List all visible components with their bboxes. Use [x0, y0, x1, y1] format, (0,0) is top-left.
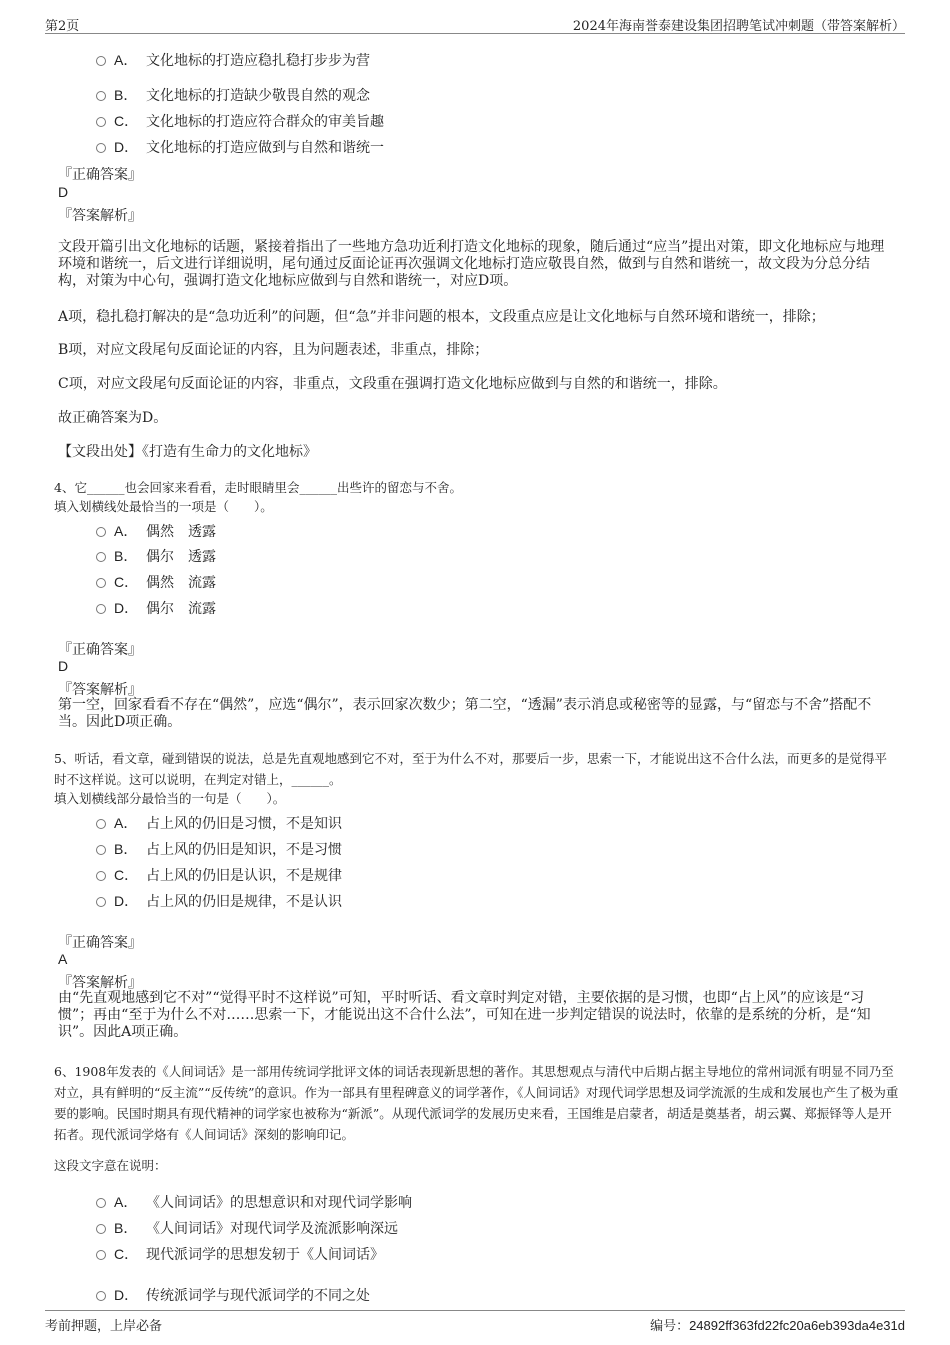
- radio-icon[interactable]: [96, 871, 106, 881]
- q4-option-a[interactable]: A． 偶然 透露: [96, 521, 216, 541]
- q4-stem-prompt: 填入划横线处最恰当的一项是（ ）。: [54, 499, 273, 514]
- q3-option-a[interactable]: A． 文化地标的打造应稳扎稳打步步为营: [96, 50, 370, 70]
- document-serial: 编号：24892ff363fd22fc20a6eb393da4e31d: [650, 1318, 905, 1333]
- q4-option-d[interactable]: D． 偶尔 流露: [96, 598, 216, 618]
- q5-stem: 5、听话，看文章，碰到错误的说法，总是先直观地感到它不对，至于为什么不对，那要后一步，思索一下，才能说出这不合什么法，而更多的是觉得平时不这样说。这可以说明，在判定对错上，______。: [54, 751, 887, 787]
- radio-icon[interactable]: [96, 1250, 106, 1260]
- q5-option-d[interactable]: D． 占上风的仍旧是规律，不是认识: [96, 891, 342, 911]
- q3-analysis-p4: C项，对应文段尾句反面论证的内容，非重点，文段重在强调打造文化地标应做到与自然的和谐统一，排除。: [58, 376, 727, 392]
- footer-slogan: 考前押题，上岸必备: [45, 1319, 163, 1334]
- radio-icon[interactable]: [96, 578, 106, 588]
- q4-stem: 4、它______也会回家来看看，走时眼睛里会______出些许的留恋与不舍。: [54, 480, 462, 495]
- q6-option-b[interactable]: B． 《人间词话》对现代词学及流派影响深远: [96, 1218, 398, 1238]
- q3-option-b[interactable]: B． 文化地标的打造缺少敬畏自然的观念: [96, 85, 370, 105]
- q5-answer: A: [58, 951, 68, 967]
- radio-icon[interactable]: [96, 117, 106, 127]
- radio-icon[interactable]: [96, 845, 106, 855]
- document-title: 2024年海南誉泰建设集团招聘笔试冲刺题（带答案解析）: [572, 19, 905, 34]
- radio-icon[interactable]: [96, 1198, 106, 1208]
- q6-stem: 6、1908年发表的《人间词话》是一部用传统词学批评文体的词话表现新思想的著作。其思想观点与清代中后期占据主导地位的常州词派有明显不同乃至对立，具有鲜明的“反主流”“反传统”的意识。作为一部具有里程碑意义的词学著作，《人间词话》对现代词学思想及词学流派的生成和发展也产生了极为重要的影响。民国时期具有现代精神的词学家也被称为“新派”。从现代派词学的发展历史来看，王国维是启蒙者，胡适是奠基者，胡云翼、郑振铎等人是开拓者。现代派词学烙有《人间词话》深刻的影响印记。: [54, 1064, 899, 1142]
- page-header: [45, 13, 905, 34]
- q3-option-c[interactable]: C． 文化地标的打造应符合群众的审美旨趣: [96, 111, 384, 131]
- radio-icon[interactable]: [96, 143, 106, 153]
- q4-analysis-label: 『答案解析』: [58, 682, 142, 698]
- q4-answer-label: 『正确答案』: [58, 642, 142, 658]
- q6-option-d[interactable]: D． 传统派词学与现代派词学的不同之处: [96, 1285, 370, 1305]
- q3-answer-label: 『正确答案』: [58, 167, 142, 183]
- q6-option-a[interactable]: A． 《人间词话》的思想意识和对现代词学影响: [96, 1192, 412, 1212]
- radio-icon[interactable]: [96, 91, 106, 101]
- q6-option-c[interactable]: C． 现代派词学的思想发轫于《人间词话》: [96, 1244, 384, 1264]
- q5-analysis: 由“先直观地感到它不对”“觉得平时不这样说”可知，平时听话、看文章时判定对错，主要依据的是习惯，也即“占上风”的应该是“习惯”；再由“至于为什么不对……思索一下，才能说出这不合什么法”，可知在进一步判定错误的说法时，依靠的是系统的分析，是“知识”。因此A项正确。: [58, 990, 871, 1040]
- q5-answer-label: 『正确答案』: [58, 935, 142, 951]
- radio-icon[interactable]: [96, 527, 106, 537]
- q4-answer: D: [58, 658, 69, 674]
- q3-analysis-p1: 文段开篇引出文化地标的话题，紧接着指出了一些地方急功近利打造文化地标的现象，随后通过“应当”提出对策，即文化地标应与地理环境和谐统一，后文进行详细说明，尾句通过反面论证再次强调文化地标打造应敬畏自然，做到与自然和谐统一，故文段为分总分结构，对策为中心句，强调打造文化地标应做到与自然和谐统一，对应D项。: [58, 239, 885, 289]
- q4-analysis: 第一空，回家看看不存在“偶然”，应选“偶尔”，表示回家次数少；第二空，“透漏”表示消息或秘密等的显露，与“留恋与不舍”搭配不当。因此D项正确。: [58, 697, 872, 730]
- q3-source: 【文段出处】《打造有生命力的文化地标》: [58, 444, 317, 460]
- q5-stem-prompt: 填入划横线部分最恰当的一句是（ ）。: [54, 791, 286, 806]
- radio-icon[interactable]: [96, 1224, 106, 1234]
- q5-analysis-label: 『答案解析』: [58, 975, 142, 991]
- radio-icon[interactable]: [96, 604, 106, 614]
- radio-icon[interactable]: [96, 552, 106, 562]
- q4-option-c[interactable]: C． 偶然 流露: [96, 572, 216, 592]
- q6-stem-prompt: 这段文字意在说明：: [54, 1158, 167, 1173]
- q4-option-b[interactable]: B． 偶尔 透露: [96, 546, 216, 566]
- radio-icon[interactable]: [96, 56, 106, 66]
- q5-option-a[interactable]: A． 占上风的仍旧是习惯，不是知识: [96, 813, 342, 833]
- page-number: 第2页: [45, 19, 80, 34]
- q3-analysis-label: 『答案解析』: [58, 208, 142, 224]
- radio-icon[interactable]: [96, 819, 106, 829]
- q3-option-d[interactable]: D． 文化地标的打造应做到与自然和谐统一: [96, 137, 384, 157]
- q3-analysis-p3: B项，对应文段尾句反面论证的内容，且为问题表述，非重点，排除；: [58, 342, 489, 358]
- q3-answer: D: [58, 184, 69, 200]
- q5-option-c[interactable]: C． 占上风的仍旧是认识，不是规律: [96, 865, 342, 885]
- q5-option-b[interactable]: B． 占上风的仍旧是知识，不是习惯: [96, 839, 342, 859]
- radio-icon[interactable]: [96, 897, 106, 907]
- q3-analysis-p5: 故正确答案为D。: [58, 410, 168, 426]
- radio-icon[interactable]: [96, 1291, 106, 1301]
- page-footer: [45, 1310, 905, 1333]
- q3-analysis-p2: A项，稳扎稳打解决的是“急功近利”的问题，但“急”并非问题的根本，文段重点应是让文化地标与自然环境和谐统一，排除；: [58, 309, 825, 325]
